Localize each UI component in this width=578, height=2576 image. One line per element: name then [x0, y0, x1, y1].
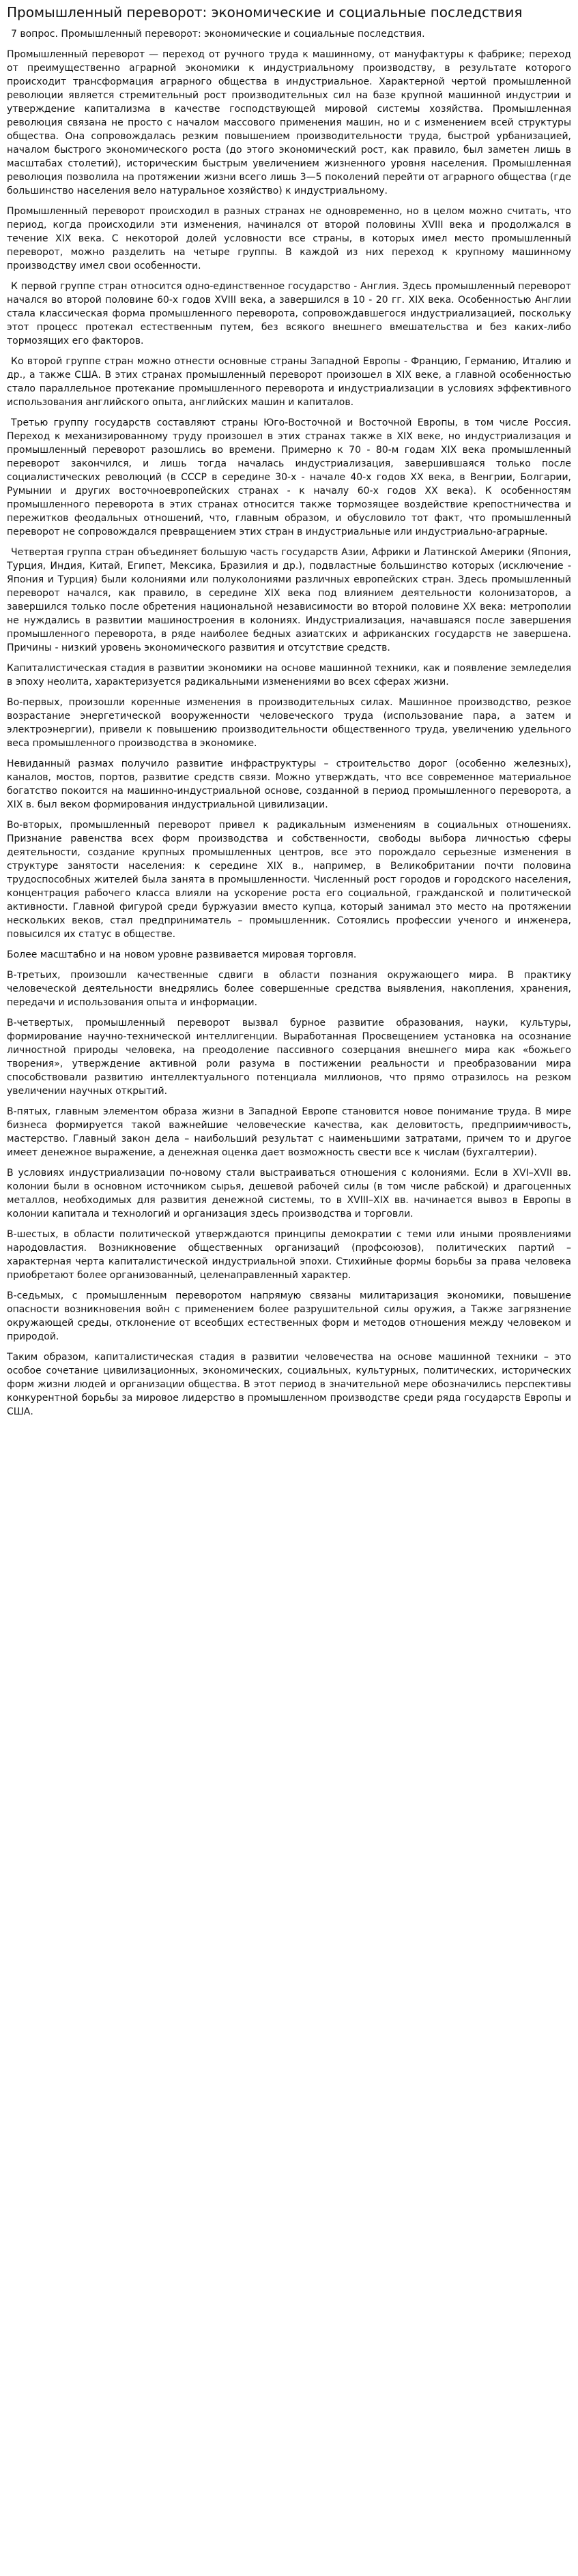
paragraph-infrastructure: Невиданный размах получило развитие инфраструктуры – строительство дорог (особенно железных), каналов, мостов, портов, развитие средств связи. Можно утверждать, что все современное материальное богатство покоится на машинно-индустриальной основе, созданной в период промышленного переворота, а XIX в. был веком формирования индустриальной цивилизации.	[7, 758, 571, 810]
paragraph-group-two: Ко второй группе стран можно отнести основные страны Западной Европы - Францию, Германию, Италию и др., а также США. В этих странах промышленный переворот произошел в XIX веке, а главной особенностью стало параллельное протекание промышленного переворота и индустриализации в условиях эффективного использования английского опыта, английских машин и капиталов.	[7, 356, 571, 408]
paragraph-trade: Более масштабно и на новом уровне развивается мировая торговля.	[7, 949, 357, 960]
paragraph-second: Во-вторых, промышленный переворот привел к радикальным изменениям в социальных отношениях. Признание равенства всех форм производства и собственности, свободы выбора личностью сферы деятельности, создание крупных промышленных центров, все это порождало серьезные изменения в структуре занятости населения: к середине XIX в., например, в Великобритании почти половина трудоспособных жителей была занята в промышленности. Численный рост городов и городского населения, концентрация рабочего класса влияли на ускорение роста его социальной, гражданской и политической активности. Главной фигурой среди буржуазии вместо купца, который занимал это место на протяжении нескольких веков, стал предприниматель – промышленник. Сотоялись профессии ученого и инженера, повысился их статус в обществе.	[7, 820, 571, 940]
paragraph-group-one: К первой группе стран относится одно-единственное государство - Англия. Здесь промышленный переворот начался во второй половине 60-х годов XVIII века, а завершился в 10 - 20 гг. XIX века. Особенностью Англии стала классическая форма промышленного переворота, сопровождавшегося индустриализацией, поскольку этот процесс протекал естественным путем, без всякого внешнего вмешательства и без каких-либо тормозящих его факторов.	[7, 281, 571, 346]
paragraph-seventh: В-седьмых, с промышленным переворотом напрямую связаны милитаризация экономики, повышение опасности возникновения войн с применением более разрушительной силы оружия, а Также загрязнение окружающей среды, отклонение от всеобщих естественных форм и методов отношения между человеком и природой.	[7, 1290, 571, 1342]
paragraph-fifth: В-пятых, главным элементом образа жизни в Западной Европе становится новое понимание труда. В мире бизнеса формируется такой важнейшие человеческие качества, как деловитость, предприимчивость, мастерство. Главный закон дела – наибольший результат с наименьшими затратами, причем то и другое имеет денежное выражение, а денежная оценка дает возможность свести все к числам (бухгалтерии).	[7, 1106, 571, 1158]
paragraph-group-four: Четвертая группа стран объединяет большую часть государств Азии, Африки и Латинской Америки (Япония, Турция, Индия, Китай, Египет, Мексика, Бразилия и др.), подвластные большинство которых (исключение - Япония и Турция) были колониями или полуколониями различных европейских стран. Здесь промышленный переворот начался, как правило, в середине XIX века под влиянием деятельности колонизаторов, а завершился только после обретения национальной независимости во второй половине XX века: метрополии не нуждались в развитии машиностроения в колониях. Индустриализация, начавшаяся после завершения промышленного переворота, в ряде наиболее бедных азиатских и африканских государств не завершена. Причины - низкий уровень экономического развития и отсутствие средств.	[7, 547, 571, 653]
document-subtitle: 7 вопрос. Промышленный переворот: экономические и социальные последствия.	[11, 29, 425, 40]
paragraph-capitalist-stage: Капиталистическая стадия в развитии экономики на основе машинной техники, как и появление земледелия в эпоху неолита, характеризуется радикальными изменениями во всех сферах жизни.	[7, 663, 571, 687]
paragraph-sixth: В-шестых, в области политической утверждаются принципы демократии с теми или иными проявлениями народовластия. Возникновение общественных организаций (профсоюзов), политических партий – характерная черта капиталистической индустриальной эпохи. Стихийные формы борьбы за права человека приобретают более организованный, целенаправленный характер.	[7, 1229, 571, 1281]
paragraph-third: В-третьих, произошли качественные сдвиги в области познания окружающего мира. В практику человеческой деятельности внедрялись более совершенные средства выявления, накопления, хранения, передачи и использования опыта и информации.	[7, 970, 571, 1008]
paragraph-group-three: Третью группу государств составляют страны Юго-Восточной и Восточной Европы, в том числе Россия. Переход к механизированному труду произошел в этих странах также в XIX веке, но индустриализация и промышленный переворот разошлись во времени. Примерно к 70 - 80-м годам XIX века промышленный переворот закончился, и лишь тогда началась индустриализация, завершившаяся только после социалистических революций (в СССР в середине 30-х - начале 40-х годов XX века, в Венгрии, Болгарии, Румынии и других восточноевропейских странах - к началу 60-х годов XX века). К особенностям промышленного переворота в этих странах относится также тормозящее воздействие крепостничества и пережитков феодальных отношений, что, главным образом, и обусловило тот факт, что промышленный переворот не сопровождался превращением этих стран в индустриальные или индустриально-аграрные.	[7, 417, 571, 537]
paragraph-conclusion: Таким образом, капиталистическая стадия в развитии человечества на основе машинной техники – это особое сочетание цивилизационных, экономических, социальных, культурных, политических, исторических форм жизни людей и организации общества. В этот период в значительной мере обозначились перспективы конкурентной борьбы за мировое лидерство в промышленном производстве среди ряда государств Европы и США.	[7, 1352, 571, 1417]
paragraph-definition: Промышленный переворот — переход от ручного труда к машинному, от мануфактуры к фабрике; переход от преимущественно аграрной экономики к индустриальному производству, в результате которого происходит трансформация аграрного общества в индустриальное. Характерной чертой промышленной революции является стремительный рост производительных сил на базе крупной машинной индустрии и утверждение капитализма в качестве господствующей мировой системы хозяйства. Промышленная революция связана не просто с началом массового применения машин, но и с изменением всей структуры общества. Она сопровождалась резким повышением производительности труда, быстрой урбанизацией, началом быстрого экономического роста (до этого экономический рост, как правило, был заметен лишь в масштабах столетий), историческим быстрым увеличением жизненного уровня населения. Промышленная революция позволила на протяжении жизни всего лишь 3—5 поколений перейти от аграрного общества (где большинство населения вело натуральное хозяйство) к индустриальному.	[7, 49, 571, 196]
paragraph-fourth: В-четвертых, промышленный переворот вызвал бурное развитие образования, науки, культуры, формирование научно-технической интеллигенции. Выработанная Просвещением установка на осознание личностной природы человека, на преодоление пассивного созерцания внешнего мира как «божьего творения», утверждение активной роли разума в постижении реальности и преобразовании мира способствовали развитию интеллектуального потенциала миллионов, что прямо отразилось на резком увеличении научных открытий.	[7, 1018, 571, 1097]
paragraph-colonies: В условиях индустриализации по-новому стали выстраиваться отношения с колониями. Если в XVI–XVII вв. колонии были в основном источником сырья, дешевой рабочей силы (в том числе рабской) и драгоценных металлов, необходимых для развития денежной системы, то в XVIII–XIX вв. начинается вывоз в Европы в колонии капитала и технологий и организация здесь производства и торговли.	[7, 1168, 571, 1219]
paragraph-periods: Промышленный переворот происходил в разных странах не одновременно, но в целом можно считать, что период, когда происходили эти изменения, начинался от второй половины XVIII века и продолжался в течение XIX века. С некоторой долей условности все страны, в которых имел место промышленный переворот, можно разделить на четыре группы. В каждой из них переход к крупному машинному производству имел свои особенности.	[7, 206, 571, 271]
document-title: Промышленный переворот: экономические и социальные последствия	[7, 4, 523, 20]
paragraph-first: Во-первых, произошли коренные изменения в производительных силах. Машинное производство, резкое возрастание энергетической вооруженности человеческого труда (использование пара, а затем и электроэнергии), привели к повышению производительности общественного труда, увеличению удельного веса промышленного производства в экономике.	[7, 697, 571, 749]
